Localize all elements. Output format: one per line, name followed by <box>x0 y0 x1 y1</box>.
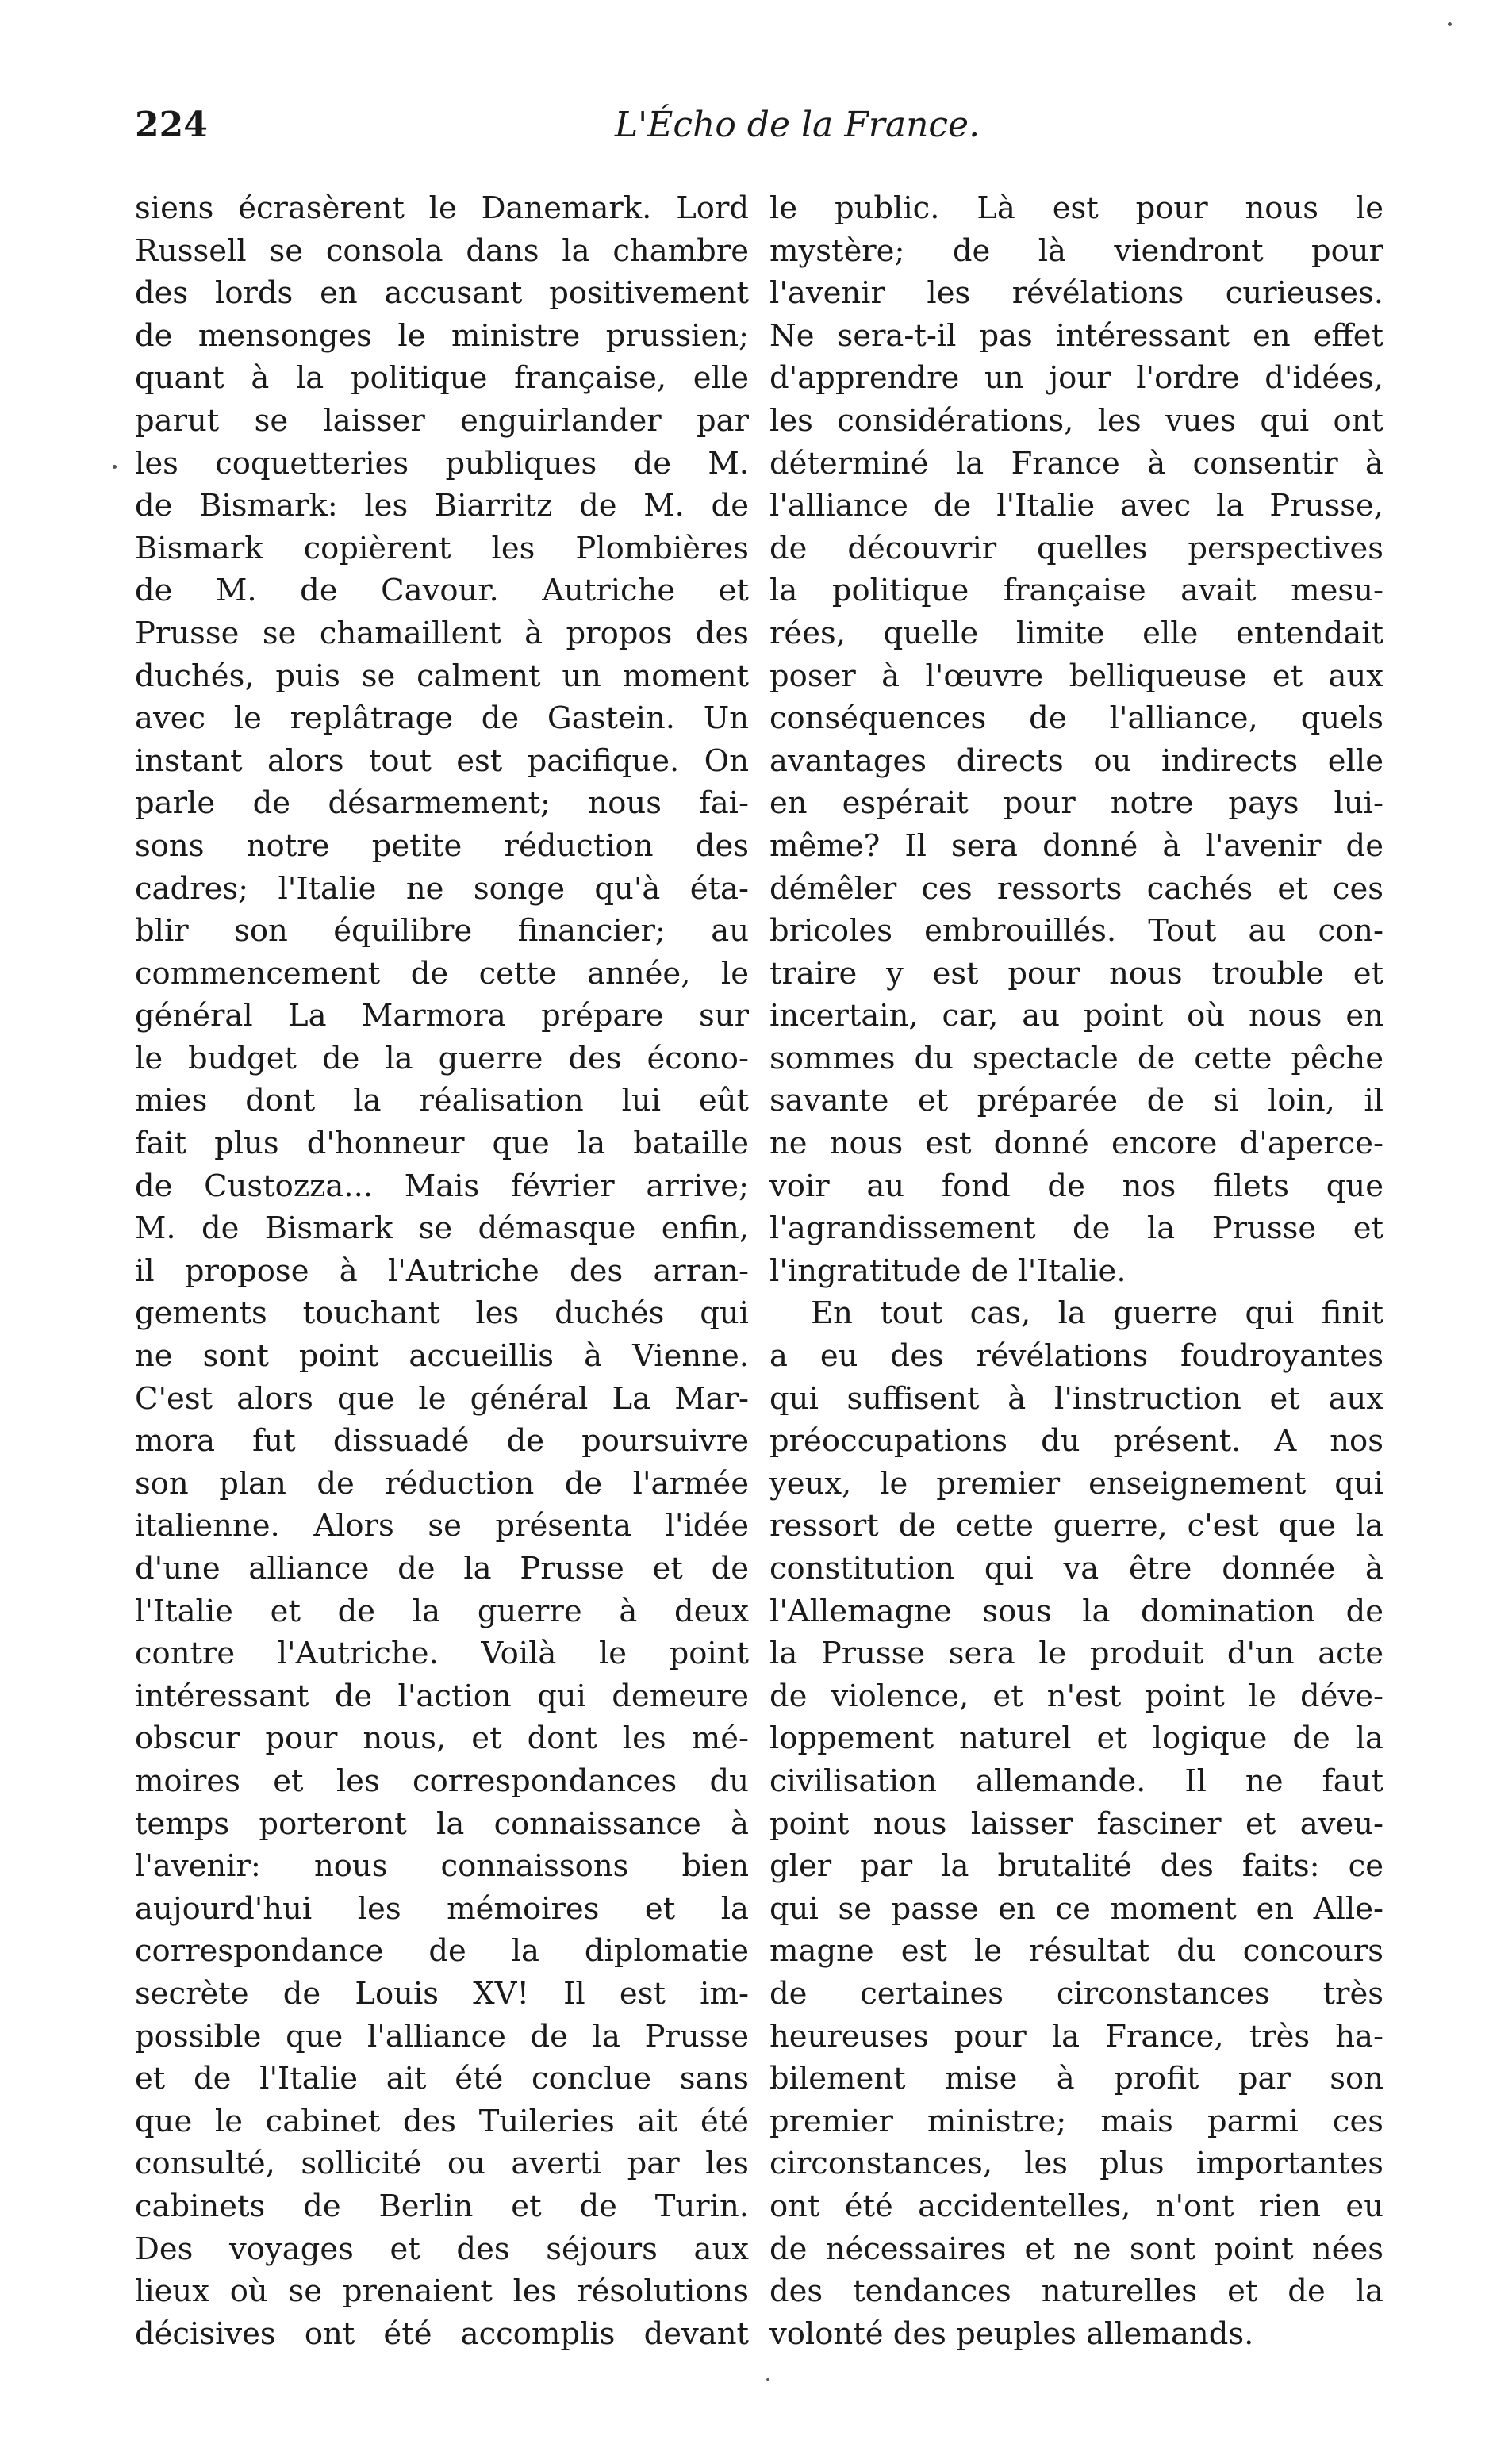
text-line: blir son équilibre financier; au <box>135 913 749 949</box>
text-line: volonté des peuples allemands. <box>769 2315 1254 2352</box>
text-line: général La Marmora prépare sur <box>135 998 749 1034</box>
text-line: préoccupations du présent. A nos <box>769 1423 1383 1460</box>
text-line: et de l'Italie ait été conclue sans <box>135 2061 749 2097</box>
text-line: la politique française avait mesu- <box>769 573 1383 609</box>
text-line: la Prusse sera le produit d'un acte <box>769 1636 1383 1672</box>
text-line: ne nous est donné encore d'aperce- <box>769 1126 1383 1162</box>
text-line: de Bismark: les Biarritz de M. de <box>135 488 749 524</box>
text-line: correspondance de la diplomatie <box>135 1933 749 1970</box>
text-line: sons notre petite réduction des <box>135 827 749 864</box>
text-line: parle de désarmement; nous fai- <box>135 785 749 822</box>
text-line: contre l'Autriche. Voilà le point <box>135 1636 749 1672</box>
text-line: traire y est pour nous trouble et <box>769 955 1383 992</box>
text-line: de découvrir quelles perspectives <box>769 530 1383 566</box>
text-line: démêler ces ressorts cachés et ces <box>769 870 1383 907</box>
text-line: civilisation allemande. Il ne faut <box>769 1763 1383 1799</box>
text-line: fait plus d'honneur que la bataille <box>135 1126 749 1162</box>
text-line: magne est le résultat du concours <box>769 1933 1383 1970</box>
text-line: heureuses pour la France, très ha- <box>769 2018 1383 2054</box>
text-line: M. de Bismark se démasque enfin, <box>135 1210 749 1247</box>
text-line: instant alors tout est pacifique. On <box>135 742 749 779</box>
text-line: Russell se consola dans la chambre <box>135 232 749 269</box>
text-line: avantages directs ou indirects elle <box>769 742 1383 779</box>
text-line: moires et les correspondances du <box>135 1763 749 1799</box>
left-text-column <box>135 187 749 2355</box>
text-line: conséquences de l'alliance, quels <box>769 700 1383 737</box>
text-line: mora fut dissuadé de poursuivre <box>135 1423 749 1460</box>
text-line: que le cabinet des Tuileries ait été <box>135 2103 749 2139</box>
text-line: de Custozza... Mais février arrive; <box>135 1168 749 1204</box>
text-line: possible que l'alliance de la Prusse <box>135 2018 749 2054</box>
text-line: qui se passe en ce moment en Alle- <box>769 1890 1383 1927</box>
text-line: d'apprendre un jour l'ordre d'idées, <box>769 360 1383 397</box>
text-line: voir au fond de nos filets que <box>769 1168 1383 1204</box>
text-line: bricoles embrouillés. Tout au con- <box>769 913 1383 949</box>
text-line: temps porteront la connaissance à <box>135 1805 749 1842</box>
text-line: son plan de réduction de l'armée <box>135 1465 749 1502</box>
page-number: 224 <box>135 105 208 145</box>
text-line: sommes du spectacle de cette pêche <box>769 1040 1383 1076</box>
text-line: duchés, puis se calment un moment <box>135 658 749 694</box>
text-line: les considérations, les vues qui ont <box>769 402 1383 439</box>
text-line: bilement mise à profit par son <box>769 2061 1383 2097</box>
text-line: lieux où se prenaient les résolutions <box>135 2273 749 2310</box>
text-line: de M. de Cavour. Autriche et <box>135 573 749 609</box>
text-line: ne sont point accueillis à Vienne. <box>135 1338 749 1375</box>
text-line: l'ingratitude de l'Italie. <box>769 1253 1126 1289</box>
text-line: intéressant de l'action qui demeure <box>135 1678 749 1714</box>
text-line: quant à la politique française, elle <box>135 360 749 397</box>
text-line: mystère; de là viendront pour <box>769 232 1383 269</box>
text-line: loppement naturel et logique de la <box>769 1721 1383 1757</box>
right-text-column <box>769 187 1383 2355</box>
text-line: rées, quelle limite elle entendait <box>769 615 1383 651</box>
text-line: mies dont la réalisation lui eût <box>135 1083 749 1119</box>
text-line: gements touchant les duchés qui <box>135 1295 749 1332</box>
text-line: premier ministre; mais parmi ces <box>769 2103 1383 2139</box>
text-line: des lords en accusant positivement <box>135 275 749 312</box>
text-line: parut se laisser enguirlander par <box>135 402 749 439</box>
text-line: savante et préparée de si loin, il <box>769 1083 1383 1119</box>
text-line: l'agrandissement de la Prusse et <box>769 1210 1383 1247</box>
text-line: ont été accidentelles, n'ont rien eu <box>769 2188 1383 2224</box>
text-line: yeux, le premier enseignement qui <box>769 1465 1383 1502</box>
text-line: commencement de cette année, le <box>135 955 749 992</box>
text-line: de certaines circonstances très <box>769 1975 1383 2012</box>
text-line: consulté, sollicité ou averti par les <box>135 2146 749 2182</box>
text-line: d'une alliance de la Prusse et de <box>135 1551 749 1586</box>
text-line: ressort de cette guerre, c'est que la <box>769 1508 1383 1544</box>
running-title: L'Écho de la France. <box>614 105 980 145</box>
text-line: point nous laisser fasciner et aveu- <box>769 1805 1383 1842</box>
scan-speck <box>113 465 117 469</box>
text-line: obscur pour nous, et dont les mé- <box>135 1721 749 1757</box>
text-line: incertain, car, au point où nous en <box>769 998 1383 1034</box>
text-line: Ne sera-t-il pas intéressant en effet <box>769 317 1383 354</box>
text-line: le public. Là est pour nous le <box>769 190 1383 226</box>
text-line: avec le replâtrage de Gastein. Un <box>135 700 749 737</box>
text-line: cadres; l'Italie ne songe qu'à éta- <box>135 870 749 907</box>
text-line: qui suffisent à l'instruction et aux <box>769 1380 1383 1417</box>
text-line: poser à l'œuvre belliqueuse et aux <box>769 658 1383 694</box>
text-line: cabinets de Berlin et de Turin. <box>135 2188 749 2224</box>
text-line: il propose à l'Autriche des arran- <box>135 1253 749 1289</box>
text-line: aujourd'hui les mémoires et la <box>135 1890 749 1927</box>
text-line: des tendances naturelles et de la <box>769 2273 1383 2310</box>
text-line: Prusse se chamaillent à propos des <box>135 615 749 651</box>
text-line: Des voyages et des séjours aux <box>135 2231 749 2267</box>
text-line: constitution qui va être donnée à <box>769 1551 1383 1586</box>
text-line: l'Allemagne sous la domination de <box>769 1593 1383 1629</box>
text-line: italienne. Alors se présenta l'idée <box>135 1508 749 1544</box>
text-line: l'Italie et de la guerre à deux <box>135 1593 749 1629</box>
text-line: le budget de la guerre des écono- <box>135 1040 749 1076</box>
scan-speck <box>766 2378 769 2381</box>
text-line: gler par la brutalité des faits: ce <box>769 1848 1383 1885</box>
text-line: siens écrasèrent le Danemark. Lord <box>135 190 749 226</box>
scan-speck <box>1448 22 1452 26</box>
text-line: même? Il sera donné à l'avenir de <box>769 827 1383 864</box>
text-line: l'avenir: nous connaissons bien <box>135 1848 749 1885</box>
text-line: l'avenir les révélations curieuses. <box>769 275 1383 312</box>
text-line: en espérait pour notre pays lui- <box>769 785 1383 822</box>
text-line: l'alliance de l'Italie avec la Prusse, <box>769 488 1383 524</box>
text-line: C'est alors que le général La Mar- <box>135 1380 749 1417</box>
text-line: de mensonges le ministre prussien; <box>135 317 749 354</box>
text-line: circonstances, les plus importantes <box>769 2146 1383 2182</box>
text-line: En tout cas, la guerre qui finit <box>811 1295 1383 1332</box>
text-line: a eu des révélations foudroyantes <box>769 1338 1383 1375</box>
text-line: les coquetteries publiques de M. <box>135 445 749 481</box>
text-line: Bismark copièrent les Plombières <box>135 530 749 566</box>
text-line: de nécessaires et ne sont point nées <box>769 2231 1383 2267</box>
text-line: secrète de Louis XV! Il est im- <box>135 1975 749 2012</box>
text-line: de violence, et n'est point le déve- <box>769 1678 1383 1714</box>
text-line: décisives ont été accomplis devant <box>135 2315 749 2352</box>
page-header <box>135 102 1388 165</box>
text-line: déterminé la France à consentir à <box>769 445 1383 481</box>
